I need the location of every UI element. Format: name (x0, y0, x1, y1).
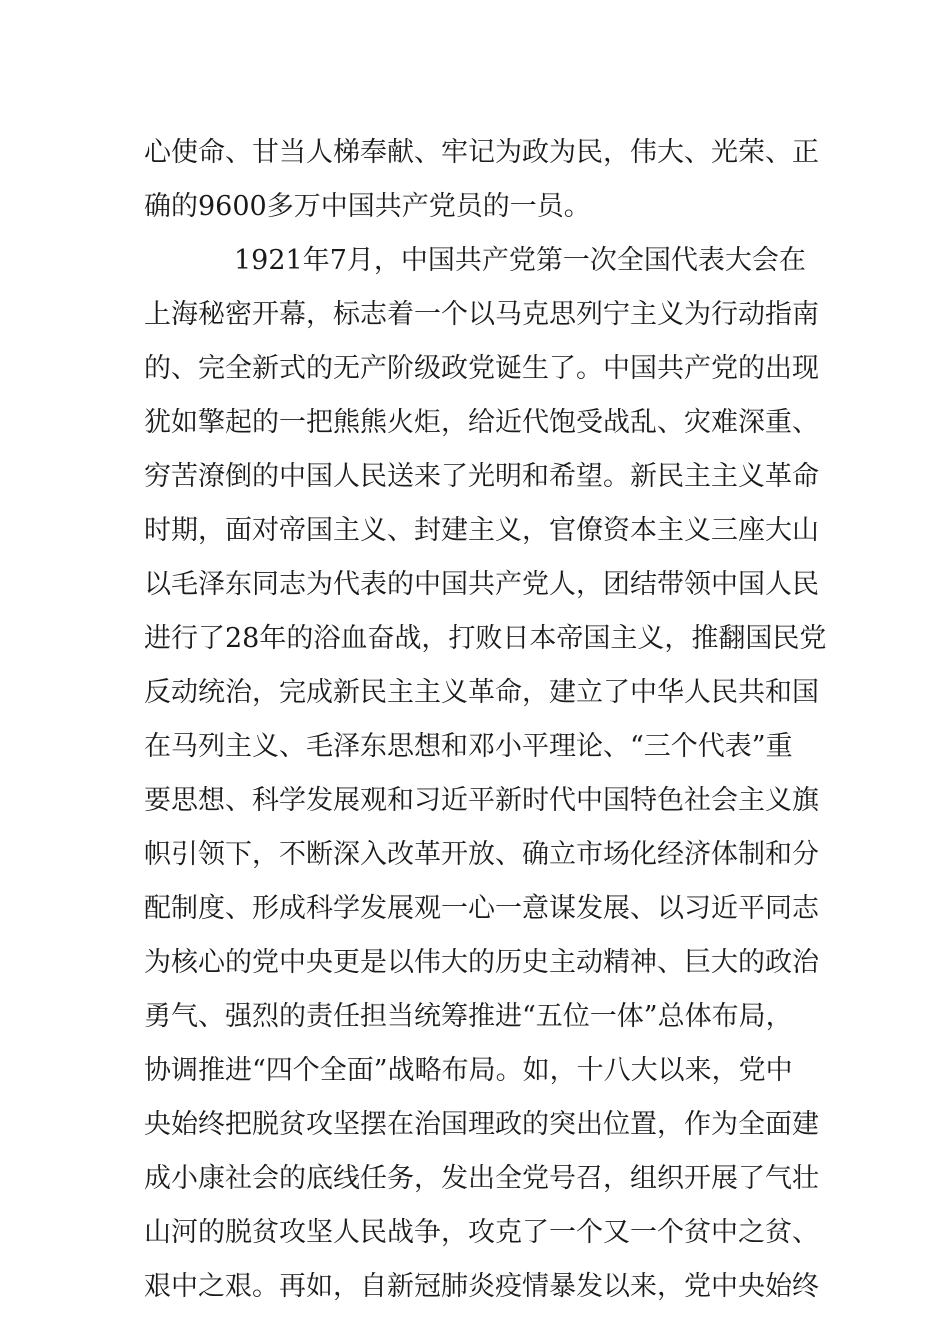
text-line: 反动统治，完成新民主主义革命，建立了中华人民共和国 (144, 677, 819, 708)
text-line: 在马列主义、毛泽东思想和邓小平理论、“三个代表”重 (144, 731, 793, 762)
text-line: 配制度、形成科学发展观一心一意谋发展、以习近平同志 (144, 893, 819, 924)
text-line: 为核心的党中央更是以伟大的历史主动精神、巨大的政治 (144, 947, 819, 978)
text-line: 的、完全新式的无产阶级政党诞生了。中国共产党的出现 (144, 353, 819, 384)
text-line: 确的9600多万中国共产党员的一员。 (144, 191, 591, 222)
text-line: 上海秘密开幕，标志着一个以马克思列宁主义为行动指南 (144, 299, 819, 330)
text-line: 山河的脱贫攻坚人民战争，攻克了一个又一个贫中之贫、 (144, 1217, 819, 1248)
text-line: 成小康社会的底线任务，发出全党号召，组织开展了气壮 (144, 1163, 819, 1194)
text-line: 犹如擎起的一把熊熊火炬，给近代饱受战乱、灾难深重、 (144, 407, 819, 438)
text-line: 心使命、甘当人梯奉献、牢记为政为民，伟大、光荣、正 (144, 137, 819, 168)
text-line: 时期，面对帝国主义、封建主义，官僚资本主义三座大山 (144, 515, 819, 546)
text-line: 穷苦潦倒的中国人民送来了光明和希望。新民主主义革命 (144, 461, 819, 492)
text-line: 勇气、强烈的责任担当统筹推进“五位一体”总体布局， (144, 1001, 793, 1032)
text-line: 以毛泽东同志为代表的中国共产党人，团结带领中国人民 (144, 569, 819, 600)
paragraph-start-line: 1921年7月，中国共产党第一次全国代表大会在 (234, 245, 806, 276)
body-text (144, 126, 827, 1314)
text-line: 进行了28年的浴血奋战，打败日本帝国主义，推翻国民党 (144, 623, 827, 654)
text-line: 帜引领下，不断深入改革开放、确立市场化经济体制和分 (144, 839, 819, 870)
text-line: 艰中之艰。再如，自新冠肺炎疫情暴发以来，党中央始终 (144, 1271, 819, 1302)
text-line: 央始终把脱贫攻坚摆在治国理政的突出位置，作为全面建 (144, 1109, 819, 1140)
text-line: 要思想、科学发展观和习近平新时代中国特色社会主义旗 (144, 785, 819, 816)
text-line: 协调推进“四个全面”战略布局。如，十八大以来，党中 (144, 1055, 793, 1086)
